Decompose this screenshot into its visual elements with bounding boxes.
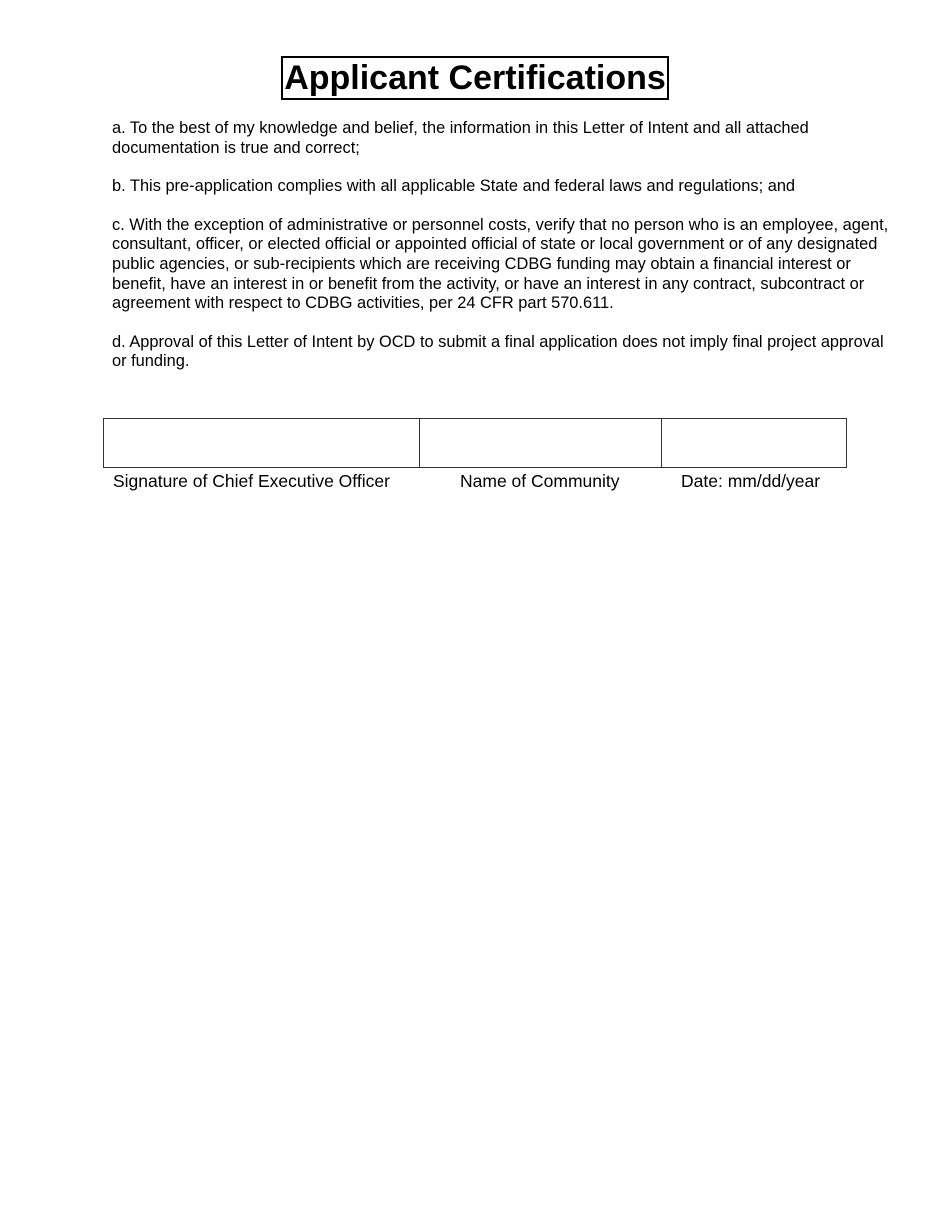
certification-c: c. With the exception of administrative or personnel costs, verify that no person who is an employee, agent, consultant, officer, or elected official or appointed official of state or local government or of any designated public agencies, or sub-recipients which are receiving CDBG funding may obtain a financial interest or benefit, have an interest in or benefit from the activity, or have an interest in any contract, subcontract or agreement with respect to CDBG activities, per 24 CFR part 570.611. (112, 215, 889, 313)
signature-table (103, 418, 847, 468)
community-name-field[interactable] (420, 419, 662, 467)
signature-labels (103, 470, 847, 492)
signature-label: Signature of Chief Executive Officer (113, 471, 390, 491)
date-label: Date: mm/dd/year (681, 471, 821, 491)
certification-b: b. This pre-application complies with all applicable State and federal laws and regulations; and (112, 177, 796, 196)
title-container (0, 56, 950, 100)
community-label: Name of Community (460, 471, 620, 491)
certification-a: a. To the best of my knowledge and belief, the information in this Letter of Intent and all attached documentation is true and correct; (112, 119, 809, 157)
certification-d: d. Approval of this Letter of Intent by OCD to submit a final application does not imply final project approval or funding. (112, 332, 884, 371)
signature-field[interactable] (104, 419, 420, 467)
page-title: Applicant Certifications (281, 56, 669, 100)
date-field[interactable] (662, 419, 846, 467)
certification-list (112, 119, 902, 391)
